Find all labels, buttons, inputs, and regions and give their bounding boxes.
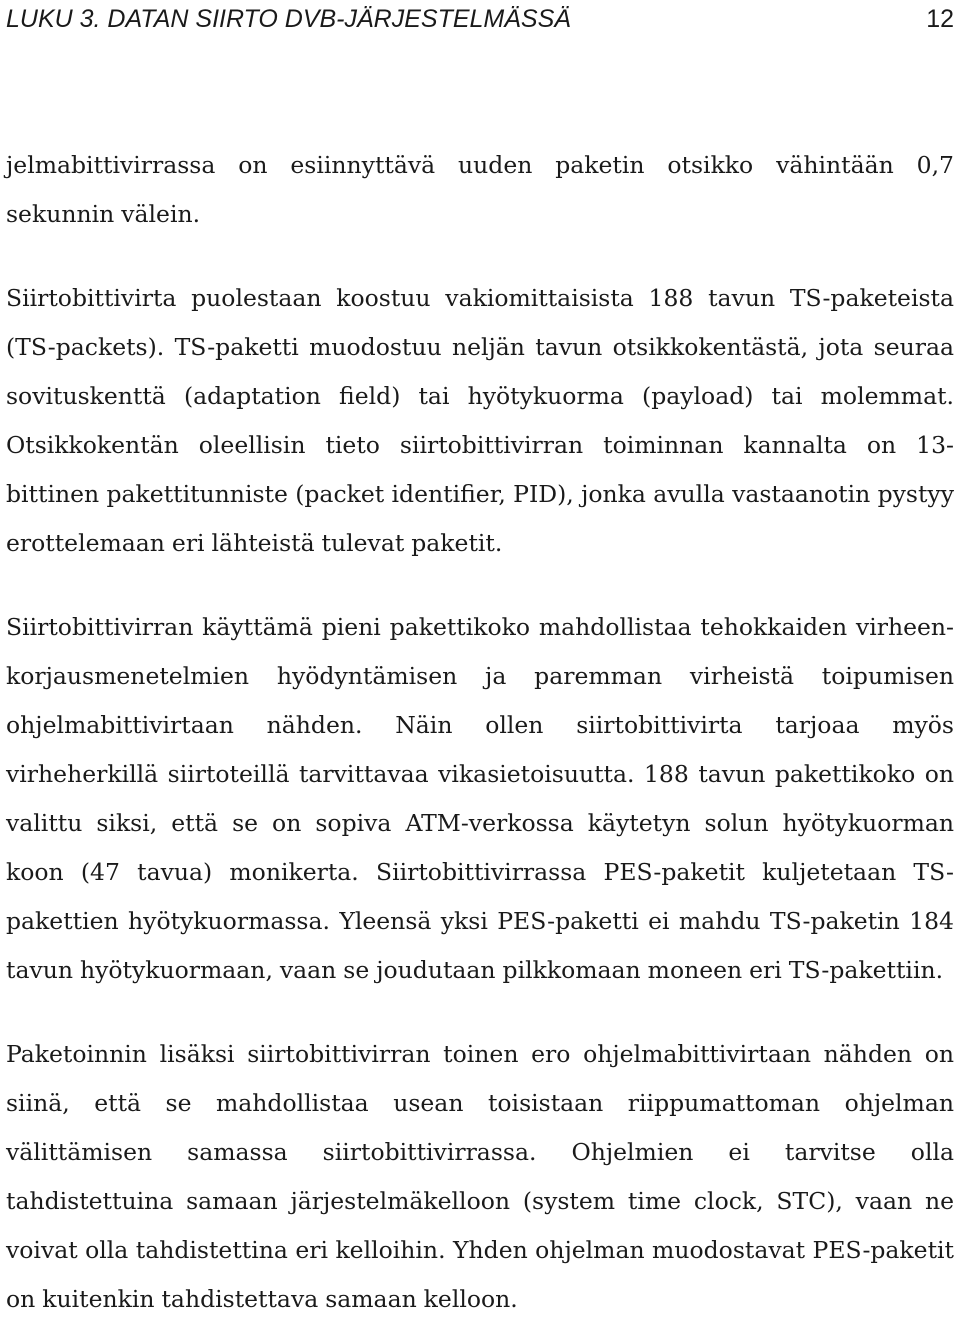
body-text [6,141,954,1324]
paragraph-multiplexing: Paketoinnin lisäksi siirtobittivirran toinen ero ohjelmabittivirtaan nähden on siinä, että se mahdollistaa usean toisistaan riippumattoman ohjelman välittämisen samassa siirtobittivirrassa. Ohjelmien ei tarvitse olla tahdistettuina samaan järjestelmäkelloon (system time clock, STC), vaan ne voivat olla tahdistettina eri kelloihin. Yhden ohjelman muodostavat PES-paketit on kuitenkin tahdistettava samaan kelloon. [6,1040,954,1313]
page-header [0,0,960,38]
page-number: 12 [926,5,954,33]
chapter-running-head: LUKU 3. DATAN SIIRTO DVB-JÄRJESTELMÄSSÄ [6,5,571,33]
paragraph-packet-size: Siirtobittivirran käyttämä pieni pakettikoko mahdollistaa tehokkaiden virheenkorjausmenetelmien hyödyntämisen ja paremman virheistä toipumisen ohjelmabittivirtaan nähden. Näin ollen siirtobittivirta tarjoaa myös virheherkillä siirtoteillä tarvittavaa vikasietoisuutta. 188 tavun pakettikoko on valittu siksi, että se on sopiva ATM-verkossa käytetyn solun hyötykuorman koon (47 tavua) monikerta. Siirtobittivirrassa PES-paketit kuljetetaan TS-pakettien hyötykuormassa. Yleensä yksi PES-paketti ei mahdu TS-paketin 184 tavun hyötykuormaan, vaan se joudutaan pilkkomaan moneen eri TS-pakettiin. [6,613,954,984]
paragraph-ts-packets: Siirtobittivirta puolestaan koostuu vakiomittaisista 188 tavun TS-paketeista (TS-packets). TS-paketti muodostuu neljän tavun otsikkokentästä, jota seuraa sovituskenttä (adaptation field) tai hyötykuorma (payload) tai molemmat. Otsikkokentän oleellisin tieto siirtobittivirran toiminnan kannalta on 13-bittinen pakettitunniste (packet identifier, PID), jonka avulla vastaanotin pystyy erottelemaan eri lähteistä tulevat paketit. [6,284,954,557]
paragraph-continuation: jelmabittivirrassa on esiinnyttävä uuden paketin otsikko vähintään 0,7 sekunnin välein. [6,151,954,228]
